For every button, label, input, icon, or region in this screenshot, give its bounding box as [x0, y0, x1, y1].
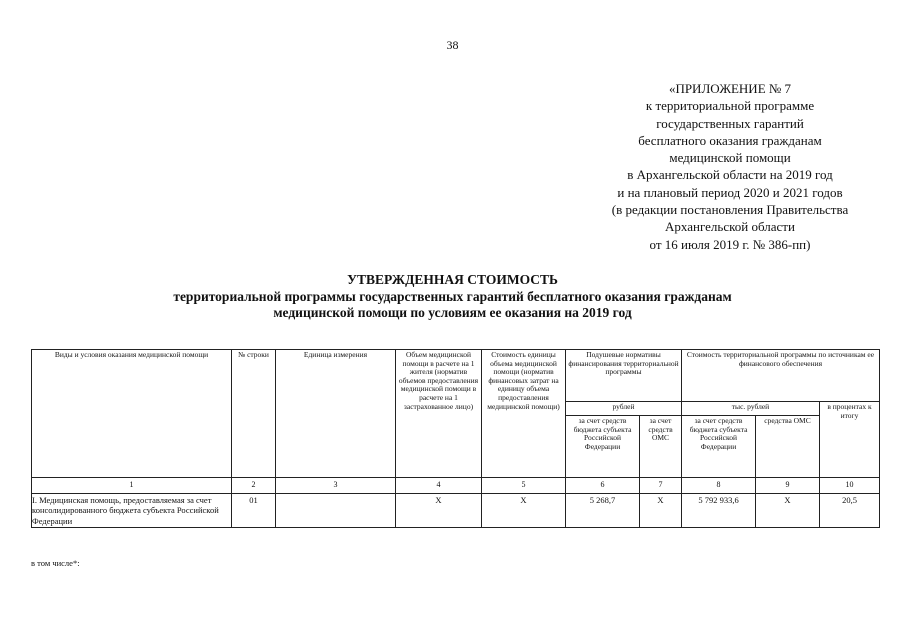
header-rubles: рублей — [566, 402, 682, 416]
row-cost-oms: Х — [756, 493, 820, 528]
header-cost-oms: средства ОМС — [756, 416, 820, 478]
column-number: 1 — [32, 478, 232, 494]
annex-line: медицинской помощи — [669, 150, 791, 166]
page-number: 38 — [446, 38, 459, 52]
header-line-number: № строки — [232, 350, 276, 478]
footnote: в том числе*: — [31, 558, 80, 568]
cost-table — [31, 349, 880, 528]
annex-heading — [560, 80, 900, 253]
column-numbers-row — [32, 478, 880, 494]
column-number: 4 — [396, 478, 482, 494]
header-per-capita-group: Подушевые нормативы финансирования территориальной программы — [566, 350, 682, 402]
row-per-capita-budget: 5 268,7 — [566, 493, 640, 528]
row-unit — [276, 493, 396, 528]
header-unit: Единица измерения — [276, 350, 396, 478]
annex-line: к территориальной программе — [645, 98, 815, 114]
column-number: 8 — [682, 478, 756, 494]
annex-line: бесплатного оказания гражданам — [638, 132, 822, 148]
row-line-number: 01 — [232, 493, 276, 528]
header-percent: в процентах к итогу — [820, 402, 880, 478]
header-per-capita-budget: за счет средств бюджета субъекта Российской Федерации — [566, 416, 640, 478]
header-type: Виды и условия оказания медицинской помощи — [32, 350, 232, 478]
row-volume: Х — [396, 493, 482, 528]
row-unit-cost: Х — [482, 493, 566, 528]
header-volume: Объем медицинской помощи в расчете на 1 жителя (норматив объемов предоставления медицинской помощи в расчете на 1 застрахованное лицо) — [396, 350, 482, 478]
header-thousand-rubles: тыс. рублей — [682, 402, 820, 416]
title-line-1: УТВЕРЖДЕННАЯ СТОИМОСТЬ — [347, 272, 558, 287]
annex-line: Архангельской области — [665, 219, 795, 235]
row-per-capita-oms: Х — [640, 493, 682, 528]
row-cost-budget: 5 792 933,6 — [682, 493, 756, 528]
column-number: 5 — [482, 478, 566, 494]
column-number: 6 — [566, 478, 640, 494]
column-number: 9 — [756, 478, 820, 494]
header-unit-cost: Стоимость единицы объема медицинской помощи (норматив финансовых затрат на единицу объема предоставления медицинской помощи) — [482, 350, 566, 478]
annex-line: «ПРИЛОЖЕНИЕ № 7 — [668, 81, 792, 96]
title-line-2: территориальной программы государственных гарантий бесплатного оказания гражданам — [173, 288, 732, 304]
annex-line: и на плановый период 2020 и 2021 годов — [617, 184, 843, 200]
document-title — [0, 272, 905, 322]
column-number: 10 — [820, 478, 880, 494]
column-number: 3 — [276, 478, 396, 494]
annex-line: (в редакции постановления Правительства — [611, 202, 849, 218]
header-per-capita-oms: за счет средств ОМС — [640, 416, 682, 478]
annex-line: в Архангельской области на 2019 год — [627, 167, 833, 183]
column-number: 2 — [232, 478, 276, 494]
row-name: I. Медицинская помощь, предоставляемая за счет консолидированного бюджета субъекта Российской Федерации — [32, 493, 232, 528]
header-cost-group: Стоимость территориальной программы по источникам ее финансового обеспечения — [682, 350, 880, 402]
header-cost-budget: за счет средств бюджета субъекта Российской Федерации — [682, 416, 756, 478]
title-line-3: медицинской помощи по условиям ее оказания на 2019 год — [273, 305, 632, 320]
row-percent: 20,5 — [820, 493, 880, 528]
table-row — [32, 493, 880, 528]
annex-line: государственных гарантий — [656, 115, 804, 131]
column-number: 7 — [640, 478, 682, 494]
annex-line: от 16 июля 2019 г. № 386-пп) — [649, 236, 811, 252]
